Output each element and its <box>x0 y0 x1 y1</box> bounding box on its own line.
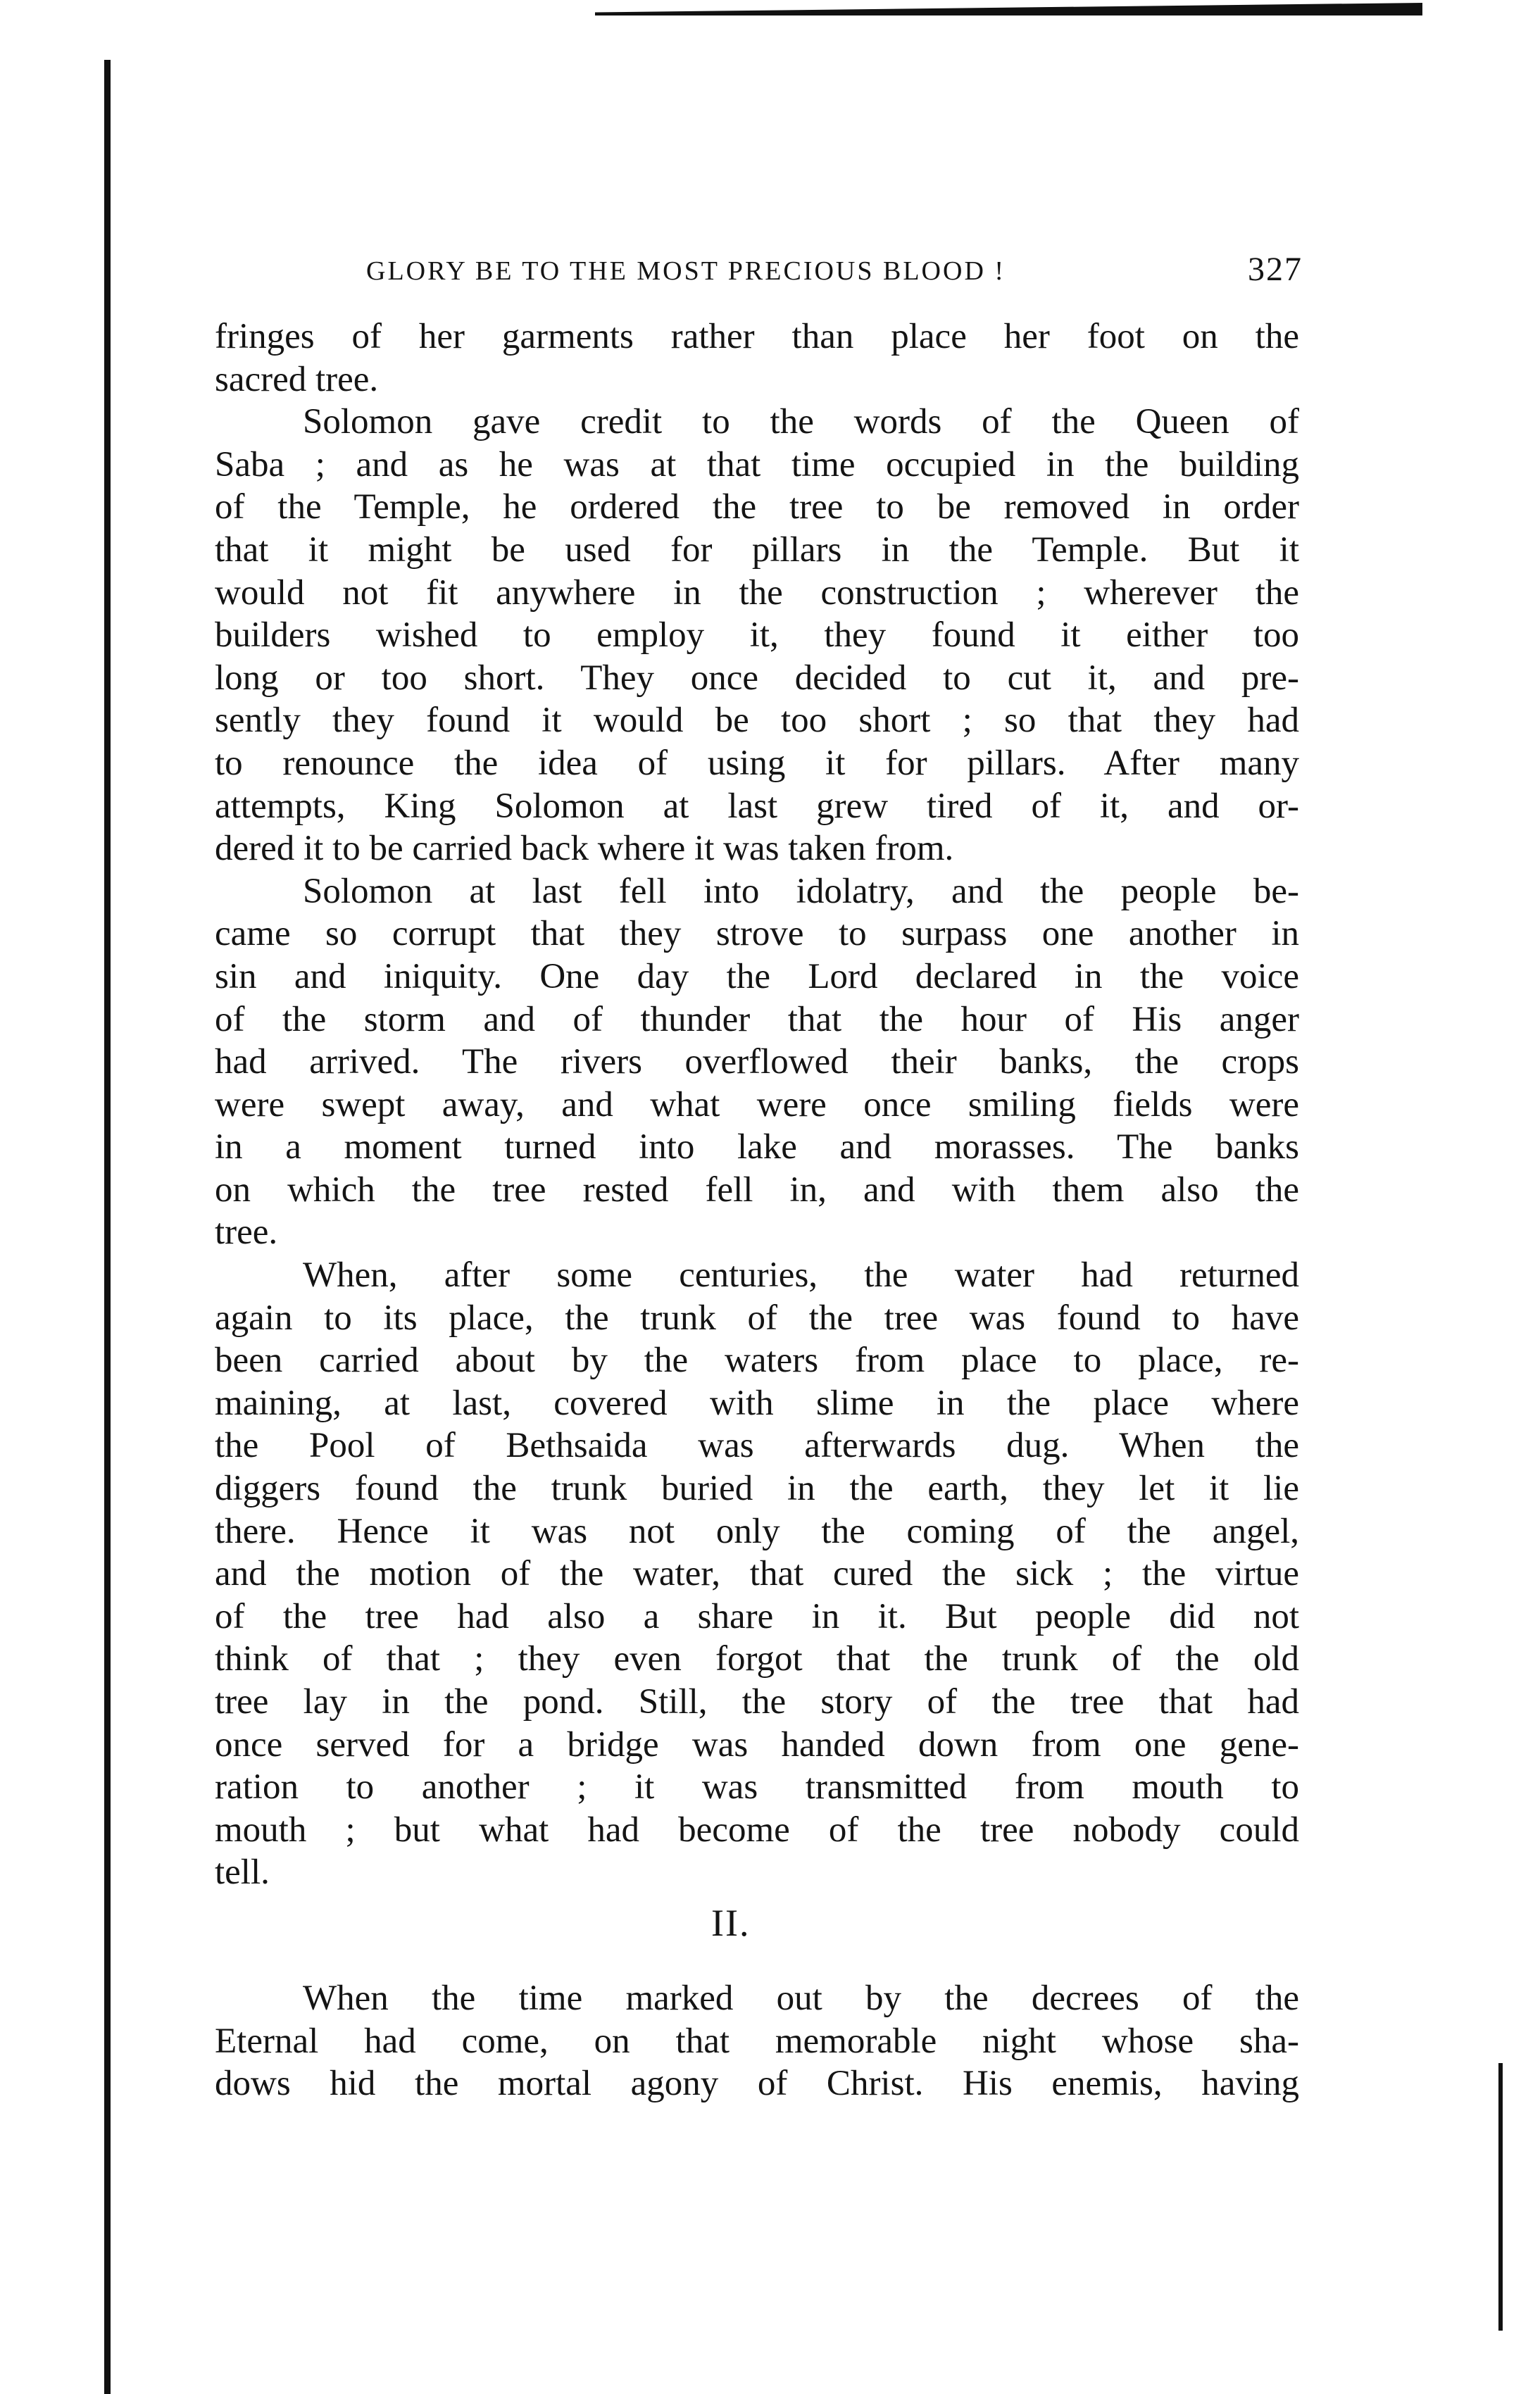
running-head: GLORY BE TO THE MOST PRECIOUS BLOOD ! <box>366 256 1006 286</box>
text-line: long or too short. They once decided to cut it, and pre- <box>215 658 1299 698</box>
text-line: of the storm and of thunder that the hour of His anger <box>215 999 1299 1039</box>
page-number: 327 <box>1248 251 1303 288</box>
text-line: tree. <box>215 1212 278 1253</box>
text-line: Solomon at last fell into idolatry, and the people be- <box>303 871 1299 911</box>
text-line: mouth ; but what had become of the tree nobody could <box>215 1810 1299 1850</box>
text-line: had arrived. The rivers overflowed their banks, the crops <box>215 1042 1299 1082</box>
text-line: dows hid the mortal agony of Christ. His enemis, having <box>215 2064 1299 2104</box>
text-line: tell. <box>215 1853 270 1893</box>
text-line: sin and iniquity. One day the Lord declared in the voice <box>215 956 1299 996</box>
text-line: again to its place, the trunk of the tree was found to have <box>215 1298 1299 1338</box>
text-line: been carried about by the waters from place to place, re- <box>215 1341 1299 1381</box>
text-line: the Pool of Bethsaida was afterwards dug. When the <box>215 1426 1299 1466</box>
body-text <box>215 315 1299 1894</box>
text-line: that it might be used for pillars in the Temple. But it <box>215 529 1299 570</box>
scan-top-rule <box>595 3 1422 15</box>
text-line: diggers found the trunk buried in the earth, they let it lie <box>215 1469 1299 1509</box>
text-line: When, after some centuries, the water had returned <box>303 1255 1299 1296</box>
text-line: came so corrupt that they strove to surpass one another in <box>215 914 1299 954</box>
text-line: maining, at last, covered with slime in the place where <box>215 1383 1299 1423</box>
text-line: When the time marked out by the decrees of the <box>303 1979 1299 2018</box>
text-line: Eternal had come, on that memorable night whose sha- <box>215 2021 1299 2061</box>
section-number: II. <box>711 1902 751 1944</box>
text-line: in a moment turned into lake and morasses. The banks <box>215 1127 1299 1167</box>
section-body-text <box>215 1977 1299 2105</box>
text-line: once served for a bridge was handed down from one gene- <box>215 1724 1299 1765</box>
text-line: ration to another ; it was transmitted from mouth to <box>215 1767 1299 1807</box>
text-line: were swept away, and what were once smiling fields were <box>215 1084 1299 1124</box>
scan-left-edge-bar <box>104 60 111 2394</box>
text-line: Solomon gave credit to the words of the Queen of <box>303 402 1299 442</box>
text-line: on which the tree rested fell in, and with them also the <box>215 1170 1299 1210</box>
page-header <box>366 250 1303 292</box>
text-line: of the tree had also a share in it. But people did not <box>215 1596 1299 1636</box>
text-line: and the motion of the water, that cured the sick ; the virtue <box>215 1554 1299 1594</box>
text-line: sently they found it would be too short ; so that they had <box>215 701 1299 741</box>
text-line: to renounce the idea of using it for pillars. After many <box>215 743 1299 783</box>
text-line: would not fit anywhere in the construction ; wherever the <box>215 572 1299 613</box>
text-line: fringes of her garments rather than place her foot on the <box>215 317 1299 356</box>
text-line: there. Hence it was not only the coming of the angel, <box>215 1511 1299 1551</box>
text-line: sacred tree. <box>215 359 379 399</box>
text-line: dered it to be carried back where it was taken from. <box>215 829 954 869</box>
text-line: tree lay in the pond. Still, the story of the tree that had <box>215 1682 1299 1722</box>
text-line: think of that ; they even forgot that the trunk of the old <box>215 1639 1299 1679</box>
text-line: attempts, King Solomon at last grew tired of it, and or- <box>215 786 1299 826</box>
text-line: Saba ; and as he was at that time occupied in the building <box>215 444 1299 484</box>
scan-right-edge-mark <box>1498 2063 1503 2331</box>
text-line: of the Temple, he ordered the tree to be removed in order <box>215 487 1299 527</box>
text-line: builders wished to employ it, they found it either too <box>215 615 1299 656</box>
